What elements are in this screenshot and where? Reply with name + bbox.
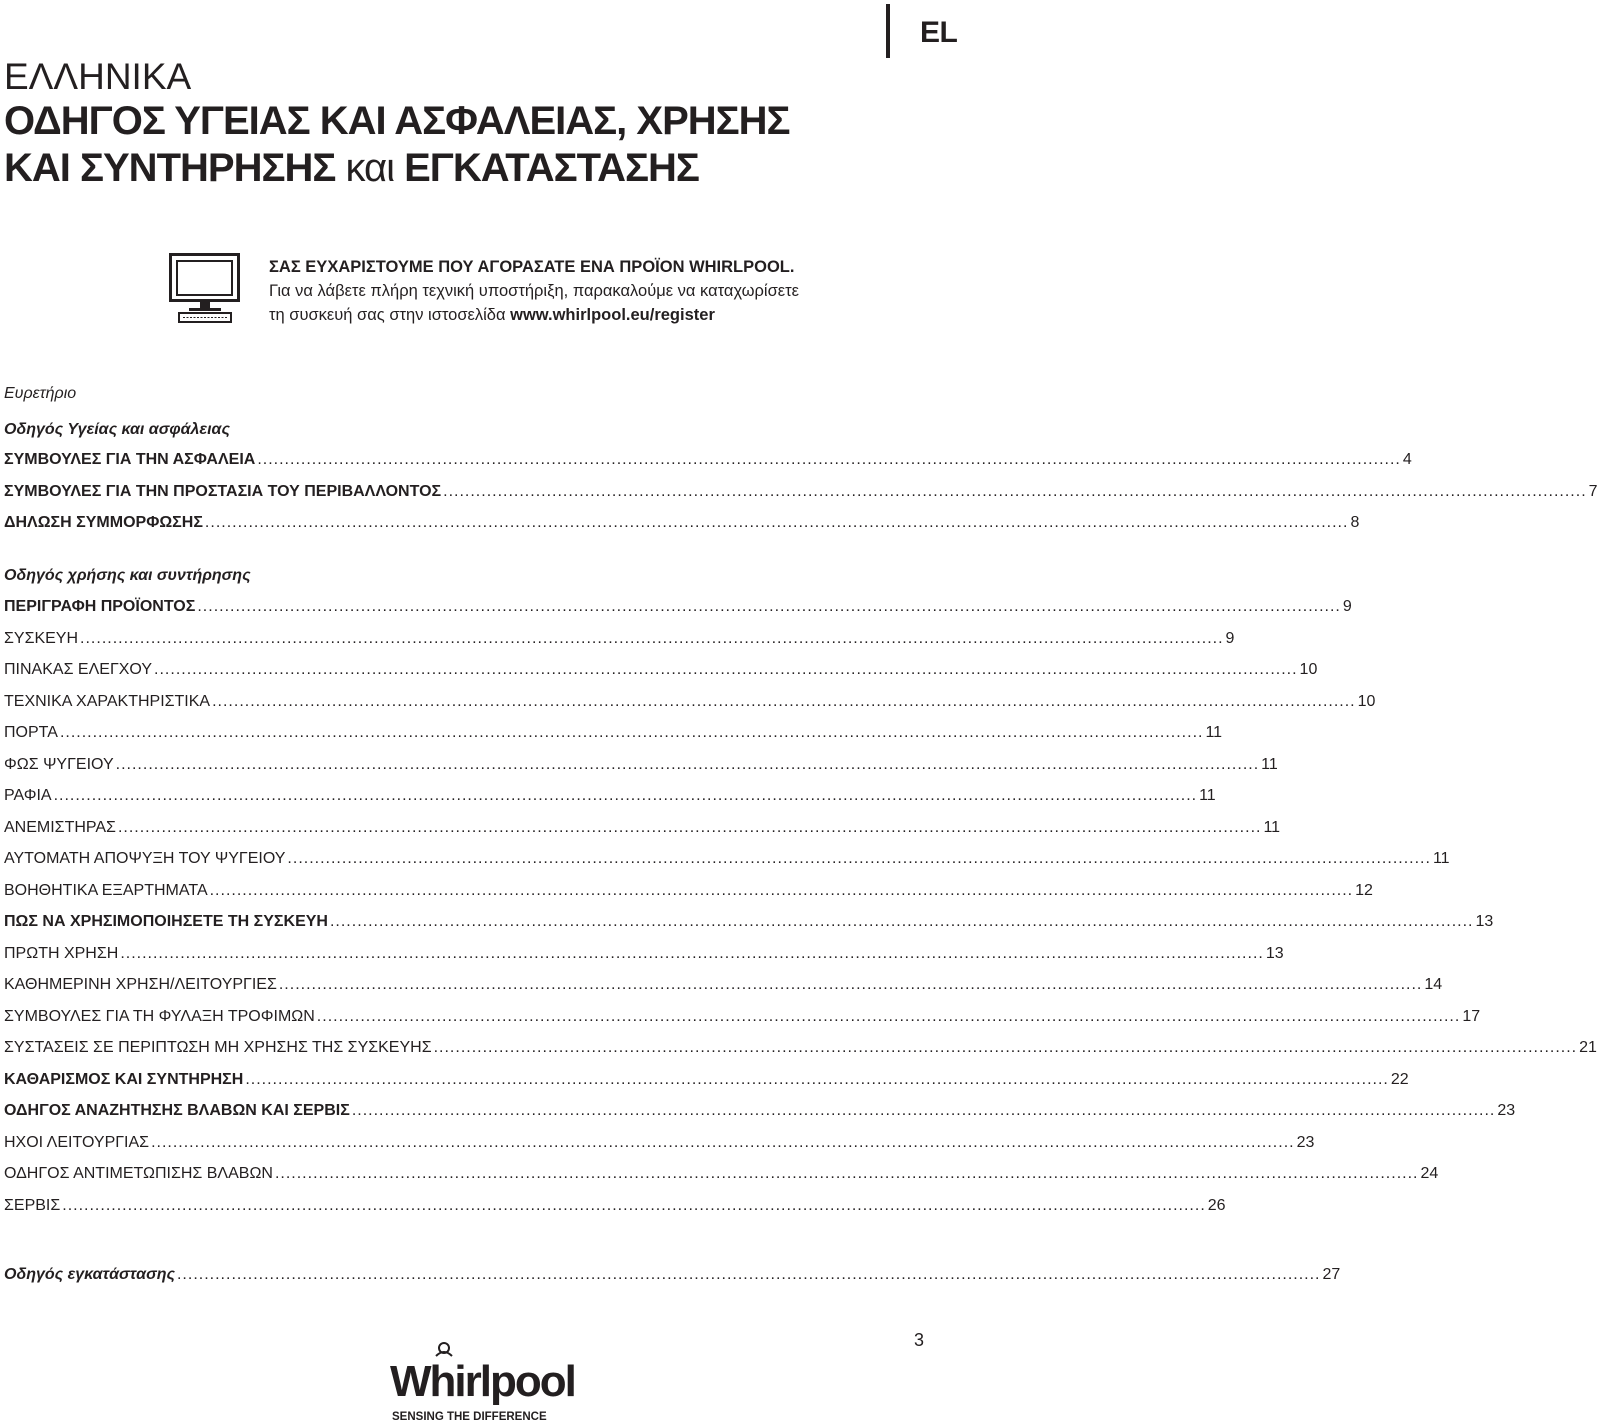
registration-note [269, 255, 799, 327]
title-line-1: ΟΔΗΓΟΣ ΥΓΕΙΑΣ ΚΑΙ ΑΣΦΑΛΕΙΑΣ, ΧΡΗΣΗΣ [4, 99, 790, 143]
toc-row[interactable] [4, 451, 1412, 473]
toc-row[interactable] [4, 1039, 1597, 1061]
toc-label: ΣΥΜΒΟΥΛΕΣ ΓΙΑ ΤΗΝ ΠΡΟΣΤΑΣΙΑ ΤΟΥ ΠΕΡΙΒΑΛΛΟΝΤΟΣ [4, 482, 442, 500]
toc-row[interactable] [4, 629, 1235, 652]
thanks-line: ΣΑΣ ΕΥΧΑΡΙΣΤΟΥΜΕ ΠΟΥ ΑΓΟΡΑΣΑΤΕ ΕΝΑ ΠΡΟΪΟΝ WHIRLPOOL. [269, 258, 795, 276]
toc-page: 13 [1475, 913, 1494, 930]
toc-page: 4 [1402, 451, 1412, 468]
toc-row[interactable] [4, 1102, 1516, 1124]
toc-row[interactable] [4, 1165, 1439, 1187]
toc-page: 13 [1265, 944, 1284, 962]
toc-page: 26 [1207, 1196, 1226, 1214]
dot-leader [151, 1134, 1295, 1152]
dot-leader [118, 819, 1262, 837]
toc-row[interactable] [4, 1196, 1226, 1219]
toc-row[interactable] [4, 818, 1281, 841]
toc-label: ΡΑΦΙΑ [4, 787, 52, 804]
index-label: Ευρετήριο [4, 385, 77, 402]
toc-label: ΚΑΘΑΡΙΣΜΟΣ ΚΑΙ ΣΥΝΤΗΡΗΣΗ [4, 1070, 244, 1088]
toc-label: ΣΥΜΒΟΥΛΕΣ ΓΙΑ ΤΗΝ ΑΣΦΑΛΕΙΑ [4, 451, 256, 468]
toc-page: 22 [1390, 1070, 1409, 1088]
toc-page: 14 [1424, 976, 1443, 993]
dot-leader [197, 598, 1341, 616]
svg-text:Whirlpool: Whirlpool [390, 1357, 575, 1406]
dot-leader [330, 913, 1474, 931]
dot-leader [120, 945, 1264, 963]
toc-page: 9 [1342, 598, 1352, 615]
toc-page: 11 [1261, 755, 1278, 773]
support-line: Για να λάβετε πλήρη τεχνική υποστήριξη, παρακαλούμε να καταχωρίσετε [269, 282, 800, 300]
toc-row[interactable] [4, 1007, 1481, 1030]
dot-leader [177, 1266, 1321, 1284]
dot-leader [287, 850, 1431, 868]
toc-label: ΑΝΕΜΙΣΤΗΡΑΣ [4, 818, 116, 836]
toc-row[interactable] [4, 514, 1360, 536]
toc-page: 11 [1199, 787, 1216, 804]
toc-page: 7 [1588, 482, 1598, 500]
dot-leader [116, 756, 1260, 774]
toc-page: 23 [1296, 1133, 1315, 1151]
toc-label: ΗΧΟΙ ΛΕΙΤΟΥΡΓΙΑΣ [4, 1133, 150, 1151]
language-code: EL [920, 16, 958, 49]
toc-row[interactable] [4, 850, 1450, 872]
toc-page: 17 [1462, 1007, 1481, 1025]
section-usage: Οδηγός χρήσης και συντήρησης [4, 567, 251, 584]
dot-leader [60, 724, 1204, 742]
toc-label: ΣΥΣΤΑΣΕΙΣ ΣΕ ΠΕΡΙΠΤΩΣΗ ΜΗ ΧΡΗΣΗΣ ΤΗΣ ΣΥΣΚΕΥΗΣ [4, 1039, 432, 1056]
toc-label: ΦΩΣ ΨΥΓΕΙΟΥ [4, 755, 114, 773]
toc-label: ΠΟΡΤΑ [4, 724, 58, 741]
toc-row[interactable] [4, 976, 1443, 998]
dot-leader [54, 787, 1198, 805]
toc-label: ΟΔΗΓΟΣ ΑΝΤΙΜΕΤΩΠΙΣΗΣ ΒΛΑΒΩΝ [4, 1165, 273, 1182]
toc-label: ΣΕΡΒΙΣ [4, 1196, 61, 1214]
toc-row[interactable] [4, 724, 1223, 746]
toc-row[interactable] [4, 482, 1598, 505]
toc-label: ΚΑΘΗΜΕΡΙΝΗ ΧΡΗΣΗ/ΛΕΙΤΟΥΡΓΙΕΣ [4, 976, 277, 993]
toc-label: ΔΗΛΩΣΗ ΣΥΜΜΟΡΦΩΣΗΣ [4, 514, 203, 531]
dot-leader [443, 483, 1587, 501]
toc-page: 21 [1579, 1039, 1597, 1056]
toc-page: 12 [1355, 881, 1373, 899]
dot-leader [279, 976, 1423, 994]
register-link[interactable]: www.whirlpool.eu/register [510, 306, 715, 324]
dot-leader [245, 1071, 1389, 1089]
toc-label: ΒΟΗΘΗΤΙΚΑ ΕΞΑΡΤΗΜΑΤΑ [4, 881, 208, 899]
toc-page: 8 [1350, 514, 1360, 531]
dot-leader [257, 451, 1401, 469]
toc-row[interactable] [4, 944, 1284, 967]
toc-page: 10 [1357, 692, 1376, 710]
toc-label: ΑΥΤΟΜΑΤΗ ΑΠΟΨΥΞΗ ΤΟΥ ΨΥΓΕΙΟΥ [4, 850, 286, 867]
toc-page: 11 [1263, 818, 1281, 836]
dot-leader [317, 1008, 1461, 1026]
toc-row[interactable] [4, 787, 1216, 809]
toc-row-install[interactable]: Οδηγός εγκατάστασης ..... 27 [4, 1266, 922, 1288]
header-rule [886, 4, 890, 58]
toc-page: 11 [1432, 850, 1450, 867]
title-line-2: ΚΑΙ ΣΥΝΤΗΡΗΣΗΣ και ΕΓΚΑΤΑΣΤΑΣΗΣ [4, 146, 699, 190]
dot-leader [154, 661, 1298, 679]
language-title: ΕΛΛΗΝΙΚΑ [4, 56, 192, 97]
toc-label: ΠΙΝΑΚΑΣ ΕΛΕΓΧΟΥ [4, 661, 153, 678]
dot-leader [80, 630, 1224, 648]
toc-row[interactable] [4, 598, 1352, 620]
toc-page: 11 [1205, 724, 1223, 741]
dot-leader [212, 693, 1356, 711]
toc-page: 9 [1225, 629, 1235, 647]
toc-label: ΤΕΧΝΙΚΑ ΧΑΡΑΚΤΗΡΙΣΤΙΚΑ [4, 692, 211, 710]
dot-leader [205, 514, 1349, 532]
toc-row[interactable] [4, 913, 1494, 935]
page-number: 3 [914, 1330, 925, 1350]
toc-row[interactable] [4, 661, 1318, 683]
page-title [4, 98, 944, 192]
toc-label: ΠΕΡΙΓΡΑΦΗ ΠΡΟΪΟΝΤΟΣ [4, 598, 196, 615]
dot-leader [210, 882, 1354, 900]
toc-page: 10 [1299, 661, 1318, 678]
computer-monitor-icon [169, 253, 241, 323]
toc-page: 23 [1497, 1102, 1516, 1119]
dot-leader [352, 1102, 1496, 1120]
dot-leader [62, 1197, 1206, 1215]
whirlpool-logo [384, 1342, 575, 1424]
toc-row[interactable] [4, 1070, 1409, 1093]
dot-leader [275, 1165, 1419, 1183]
section-health: Οδηγός Υγείας και ασφάλειας [4, 421, 230, 438]
toc-row[interactable] [4, 881, 1373, 904]
toc-row[interactable] [4, 692, 1376, 715]
toc-page: 24 [1420, 1165, 1439, 1182]
toc-label: ΟΔΗΓΟΣ ΑΝΑΖΗΤΗΣΗΣ ΒΛΑΒΩΝ ΚΑΙ ΣΕΡΒΙΣ [4, 1102, 350, 1119]
toc-label: ΣΥΜΒΟΥΛΕΣ ΓΙΑ ΤΗ ΦΥΛΑΞΗ ΤΡΟΦΙΜΩΝ [4, 1007, 315, 1025]
dot-leader [434, 1039, 1578, 1057]
toc-label: ΠΩΣ ΝΑ ΧΡΗΣΙΜΟΠΟΙΗΣΕΤΕ ΤΗ ΣΥΣΚΕΥΗ [4, 913, 328, 930]
svg-text:SENSING THE DIFFERENCE: SENSING THE DIFFERENCE [392, 1411, 547, 1423]
toc-label: ΣΥΣΚΕΥΗ [4, 629, 79, 647]
register-line: τη συσκευή σας στην ιστοσελίδα www.whirlpool.eu/register [269, 306, 715, 324]
toc-row[interactable] [4, 755, 1278, 778]
toc-row[interactable] [4, 1133, 1315, 1156]
toc-label: ΠΡΩΤΗ ΧΡΗΣΗ [4, 944, 119, 962]
